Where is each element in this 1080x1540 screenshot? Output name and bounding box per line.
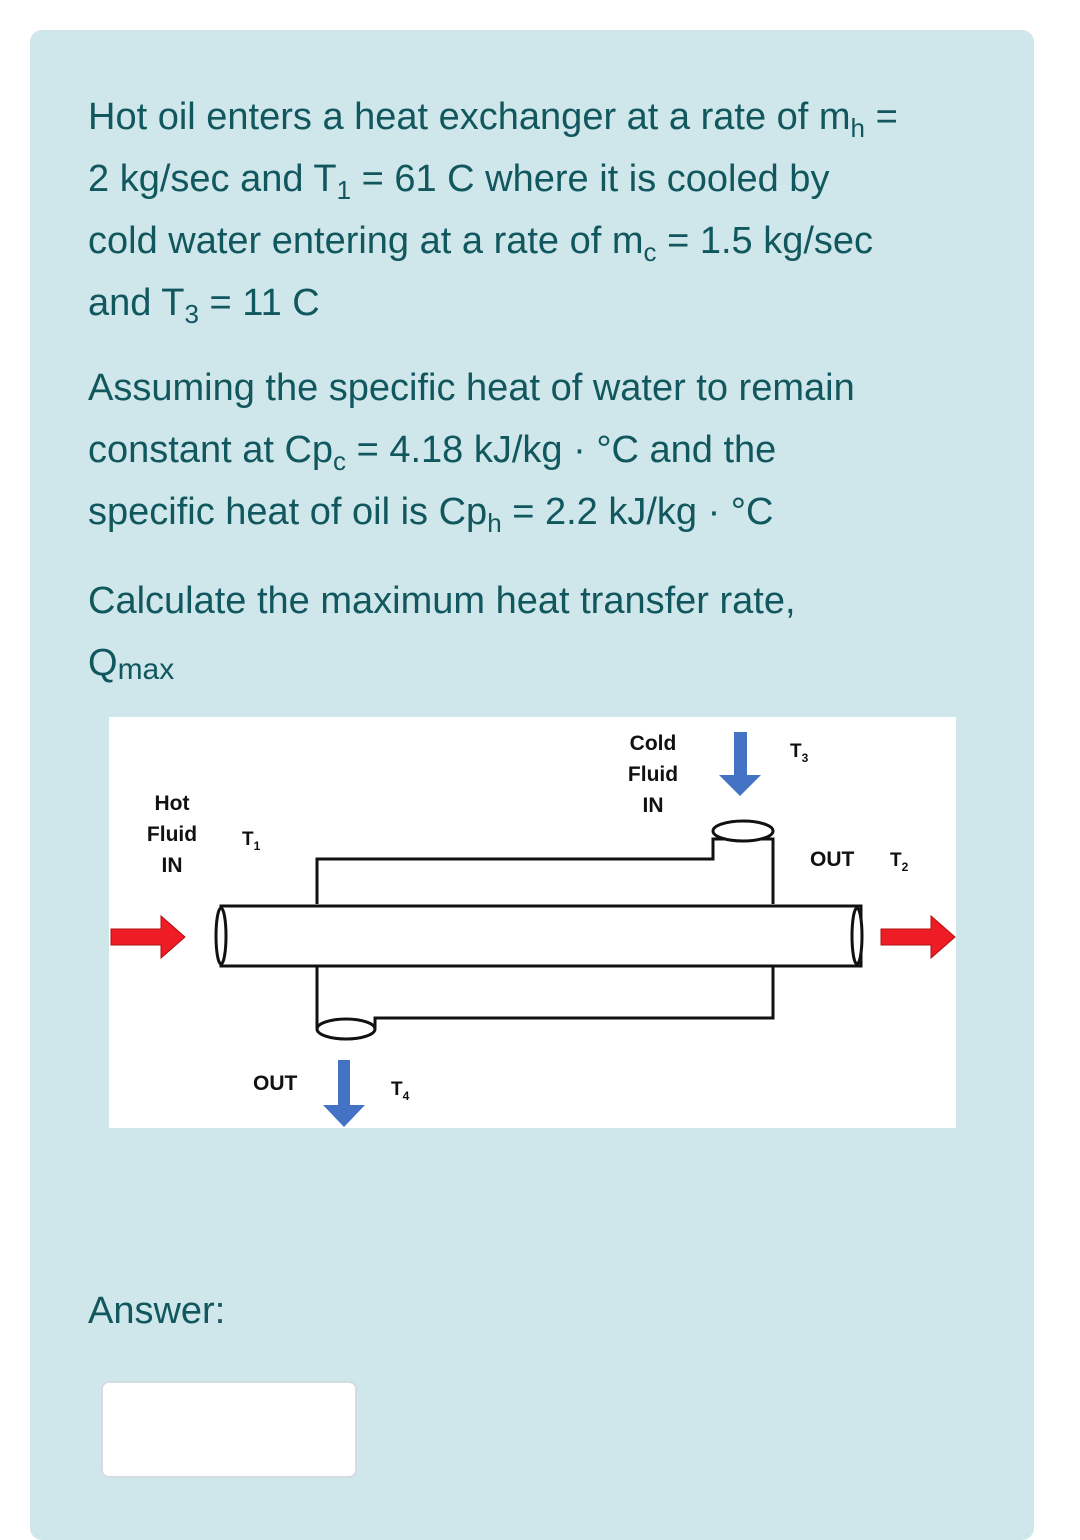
- hot-in-arrow: [111, 916, 185, 958]
- question-paragraph-2: [88, 357, 988, 543]
- out-bottom-label: OUT: [253, 1072, 298, 1095]
- inner-tube: [221, 906, 861, 966]
- hot-fluid-label: IN: [161, 854, 183, 877]
- hot-out-arrow: [881, 916, 955, 958]
- cold-fluid-label: Fluid: [627, 763, 679, 786]
- question-line: specific heat of oil is $Cp_h = 2.2$ kJ/kg · °C: [88, 491, 774, 538]
- shell-top: [317, 839, 773, 904]
- cold-fluid-label: IN: [642, 794, 664, 817]
- inner-tube-left-end: [216, 908, 226, 964]
- t4-label: $T_4$: [391, 1079, 410, 1103]
- cold-inlet-pipe: [713, 821, 773, 841]
- question-line: Hot oil enters a heat exchanger at a rate of $m_h$ =: [88, 96, 898, 143]
- t2-label: $T_2$: [890, 850, 909, 874]
- question-line: constant at $Cp_c = 4.18$ kJ/kg · °C and the: [88, 429, 777, 476]
- question-paragraph-1: [88, 86, 988, 334]
- t1-label: $T_1$: [242, 829, 261, 853]
- cold-outlet-pipe: [317, 1019, 375, 1039]
- question-line: 2 kg/sec and $T_1 = 61$ C where it is cooled by: [88, 158, 830, 205]
- cold-fluid-label: Cold: [629, 732, 677, 755]
- question-line: cold water entering at a rate of $m_c = 1.5$ kg/sec: [88, 220, 874, 267]
- cold-in-arrow: [719, 732, 761, 796]
- cold-out-arrow: [323, 1060, 365, 1127]
- shell-bottom: [317, 967, 773, 1027]
- answer-label: Answer:: [88, 1290, 226, 1332]
- out-right-label: OUT: [810, 848, 855, 871]
- question-line: Assuming the specific heat of water to remain: [88, 367, 855, 409]
- t3-label: $T_3$: [790, 741, 809, 765]
- inner-tube-right-end: [852, 908, 862, 964]
- heat-exchanger-svg: [109, 717, 956, 1128]
- answer-input[interactable]: [101, 1381, 357, 1478]
- question-paragraph-3: [88, 570, 988, 694]
- question-line: Calculate the maximum heat transfer rate,: [88, 580, 796, 622]
- hot-fluid-label: Fluid: [146, 823, 198, 846]
- hot-fluid-label: Hot: [154, 792, 190, 815]
- question-line: and $T_3 = 11$ C: [88, 282, 320, 329]
- heat-exchanger-diagram: [109, 717, 956, 1128]
- question-line: $Q_{max}$: [88, 642, 175, 686]
